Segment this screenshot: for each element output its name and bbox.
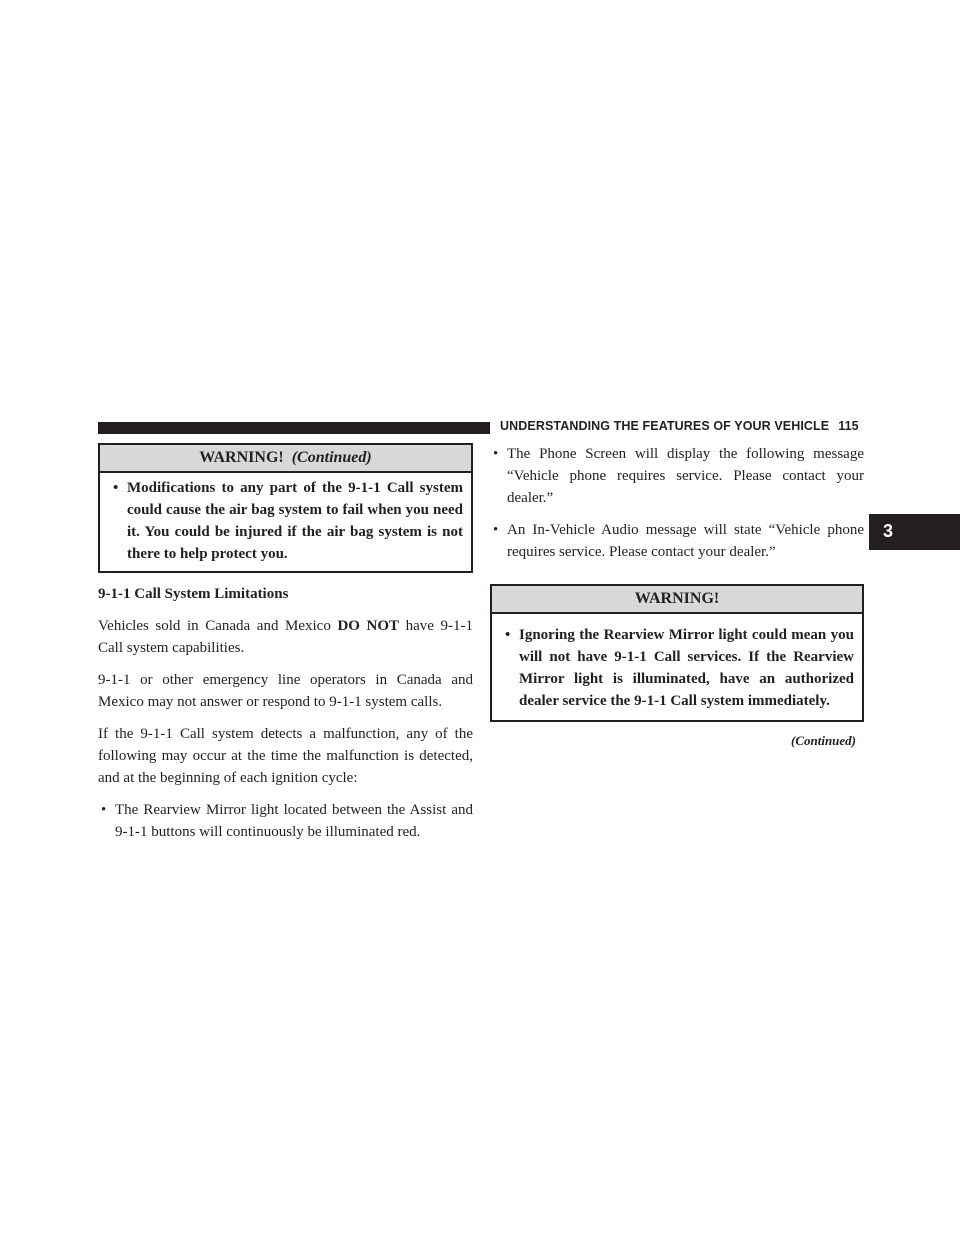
warning-box	[490, 584, 864, 722]
warning-bullet: • Ignoring the Rearview Mirror light could mean you will not have 9-1-1 Call services. If the Rearview Mirror light is illuminated, have an authorized dealer service the 9-1-1 Call system immediately.	[505, 627, 854, 709]
list-item: • The Rearview Mirror light located between the Assist and 9-1-1 buttons will continuously be illuminated red.	[101, 802, 473, 840]
warning-continued-label: (Continued)	[291, 449, 372, 466]
header-rule	[98, 422, 490, 434]
warning-body	[492, 614, 862, 720]
list-item: • An In-Vehicle Audio message will state “Vehicle phone requires service. Please contact your dealer.”	[493, 522, 864, 560]
paragraph	[98, 615, 473, 659]
paragraph-text: Vehicles sold in Canada and Mexico	[98, 618, 338, 634]
warning-continued-box	[98, 443, 473, 573]
warning-body	[100, 473, 471, 571]
paragraph: If the 9-1-1 Call system detects a malfunction, any of the following may occur at the time the malfunction is detected, and at the beginning of each ignition cycle:	[98, 726, 473, 786]
running-header	[500, 419, 859, 433]
paragraph: 9-1-1 or other emergency line operators in Canada and Mexico may not answer or respond to 9-1-1 system calls.	[98, 672, 473, 710]
paragraph-text: have 9-1-1 Call system capabilities.	[98, 618, 473, 656]
warning-header	[492, 586, 862, 614]
list-item-text: The Phone Screen will display the following message “Vehicle phone requires service. Please contact your dealer.”	[507, 446, 864, 506]
warning-bullet-text: Ignoring the Rearview Mirror light could mean you will not have 9-1-1 Call services. If the Rearview Mirror light is illuminated, have an authorized dealer service the 9-1-1 Call system immediately.	[519, 627, 854, 709]
warning-header	[100, 445, 471, 473]
chapter-tab	[869, 514, 960, 550]
list-item-text: An In-Vehicle Audio message will state “Vehicle phone requires service. Please contact your dealer.”	[507, 522, 864, 560]
continued-label: (Continued)	[790, 733, 856, 748]
header-title: UNDERSTANDING THE FEATURES OF YOUR VEHICLE	[500, 419, 830, 433]
section-heading: 9-1-1 Call System Limitations	[98, 586, 289, 602]
paragraph-emphasis: DO NOT	[337, 618, 400, 634]
chapter-number: 3	[883, 521, 894, 541]
right-column	[490, 443, 864, 752]
warning-bullet-text: Modifications to any part of the 9-1-1 Call system could cause the air bag system to fail when you need it. You could be injured if the air bag system is not there to help protect you.	[127, 480, 463, 562]
warning-title: WARNING!	[634, 590, 720, 607]
warning-bullet: • Modifications to any part of the 9-1-1 Call system could cause the air bag system to fail when you need it. You could be injured if the air bag system is not there to help protect you.	[113, 480, 463, 562]
warning-title: WARNING!	[199, 449, 284, 466]
list-item-text: The Rearview Mirror light located between the Assist and 9-1-1 buttons will continuously be illuminated red.	[115, 802, 473, 840]
page-number: 115	[838, 419, 859, 433]
left-column	[98, 443, 473, 843]
list-item: • The Phone Screen will display the following message “Vehicle phone requires service. Please contact your dealer.”	[493, 446, 864, 506]
